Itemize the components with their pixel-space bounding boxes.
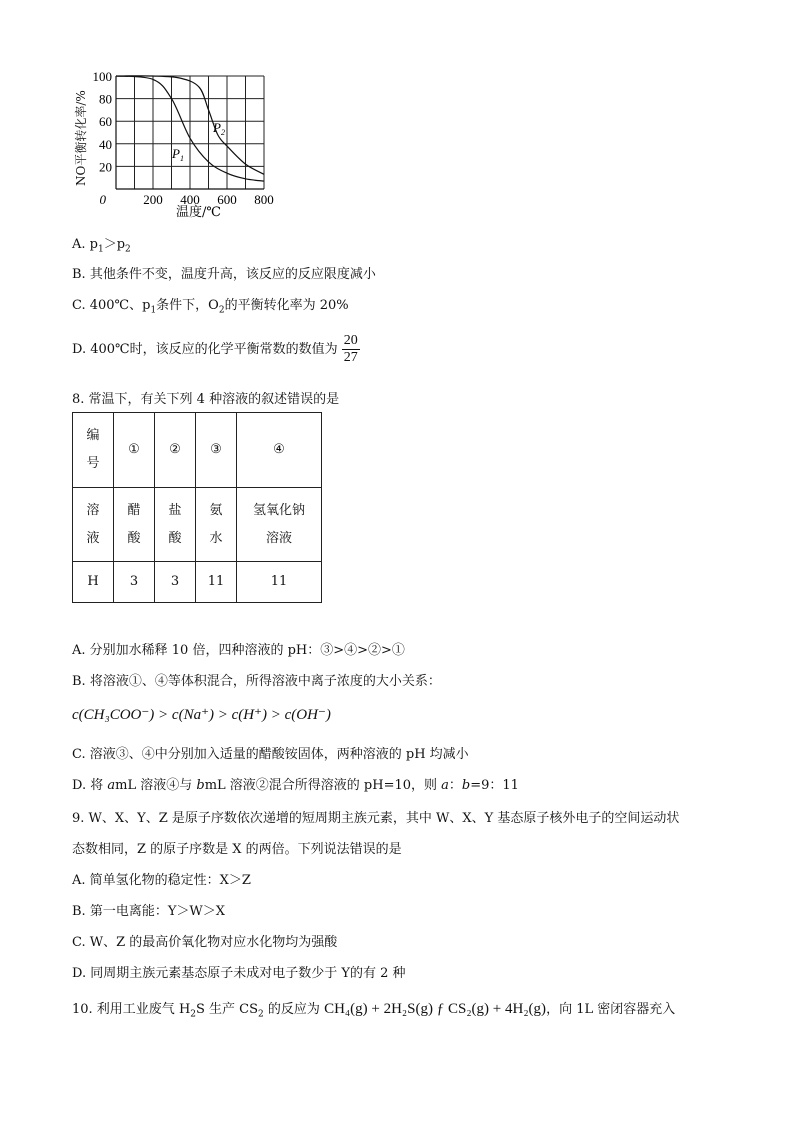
- x-tick-label: 800: [254, 192, 274, 207]
- x-tick-label: 400: [180, 192, 200, 207]
- table-cell: ④: [237, 413, 322, 488]
- table-row: [73, 413, 322, 488]
- q9-option-d: D. 同周期主族元素基态原子未成对电子数少于 Y的有 2 种: [72, 966, 406, 981]
- table-cell: 氨水: [196, 488, 237, 562]
- y-axis-label: NO平衡转化率/%: [74, 90, 88, 186]
- q8-option-b: B. 将溶液①、④等体积混合，所得溶液中离子浓度的大小关系：: [72, 674, 441, 689]
- q8-option-a: A. 分别加水稀释 10 倍，四种溶液的 pH：③>④>②>①: [72, 643, 405, 658]
- table-cell: ①: [114, 413, 155, 488]
- table-cell: ②: [155, 413, 196, 488]
- table-cell: 11: [196, 562, 237, 603]
- q9-stem-line2: 态数相同，Z 的原子序数是 X 的两倍。下列说法错误的是: [72, 842, 402, 857]
- chart-grid: [116, 76, 264, 189]
- q7-option-d: D. 400℃时，该反应的化学平衡常数的数值为 $\frac{20}{27}$: [72, 333, 358, 365]
- q10-equation: CH₄(g) + 2H₂S(g) ƒ CS₂(g) + 4H₂(g): [324, 1001, 547, 1017]
- q9-option-a: A. 简单氢化物的稳定性：X＞Z: [72, 873, 251, 888]
- q10-stem: 10. 利用工业废气 $H_2S$ 生产 $CS_2$ 的反应为 CH₄(g) + 2H₂S(g) ƒ CS₂(g) + 4H₂(g)，向 1L 密闭容器充入: [72, 1001, 676, 1020]
- q8-option-d: D. 将 amL 溶液④与 bmL 溶液②混合所得溶液的 pH=10，则 a：b=9：11: [72, 778, 519, 793]
- q8-table: [72, 412, 322, 603]
- x-tick-label: 200: [143, 192, 163, 207]
- curve-label-p2: $P_2$: [213, 120, 225, 137]
- y-tick-label: 40: [99, 136, 112, 152]
- x-axis-label: 温度/℃: [176, 205, 221, 220]
- y-tick-label: 100: [92, 69, 112, 84]
- table-cell: 溶液: [73, 488, 114, 562]
- table-cell: 醋酸: [114, 488, 155, 562]
- q8-option-b-formula: c(CH₃COO⁻) > c(Na⁺) > c(H⁺) > c(OH⁻): [72, 707, 331, 723]
- table-row: [73, 562, 322, 603]
- q8-option-c: C. 溶液③、④中分别加入适量的醋酸铵固体，两种溶液的 pH 均减小: [72, 747, 469, 762]
- q7-option-c: C. 400℃、$p_1$条件下，$O_2$的平衡转化率为 20%: [72, 298, 349, 316]
- x-tick-label: 0: [99, 192, 106, 207]
- table-cell: H: [73, 562, 114, 603]
- x-tick-label: 600: [217, 192, 237, 207]
- q9-option-b: B. 第一电离能：Y＞W＞X: [72, 904, 226, 919]
- y-tick-label: 80: [99, 91, 112, 107]
- table-cell: 11: [237, 562, 322, 603]
- table-cell: 氢氧化钠溶液: [237, 488, 322, 562]
- q9-stem-line1: 9. W、X、Y、Z 是原子序数依次递增的短周期主族元素，其中 W、X、Y 基态原子核外电子的空间运动状: [72, 811, 680, 826]
- table-cell: 3: [114, 562, 155, 603]
- conversion-chart: [68, 66, 288, 222]
- table-cell: 3: [155, 562, 196, 603]
- fraction-20-27: $\frac{20}{27}$: [343, 333, 358, 365]
- y-tick-label: 20: [99, 159, 112, 175]
- q9-option-c: C. W、Z 的最高价氧化物对应水化物均为强酸: [72, 935, 338, 950]
- table-row: [73, 488, 322, 562]
- table-cell: 编号: [73, 413, 114, 488]
- table-cell: 盐酸: [155, 488, 196, 562]
- table-cell: ③: [196, 413, 237, 488]
- y-tick-label: 60: [99, 114, 112, 130]
- q7-option-b: B. 其他条件不变，温度升高，该反应的反应限度减小: [72, 267, 376, 282]
- chart-tick-labels: [93, 69, 274, 207]
- curve-label-p1: $P_1$: [172, 146, 184, 163]
- q8-stem: 8. 常温下，有关下列 4 种溶液的叙述错误的是: [72, 392, 340, 407]
- q7-option-a: A. $p_1>p_2$: [72, 237, 131, 255]
